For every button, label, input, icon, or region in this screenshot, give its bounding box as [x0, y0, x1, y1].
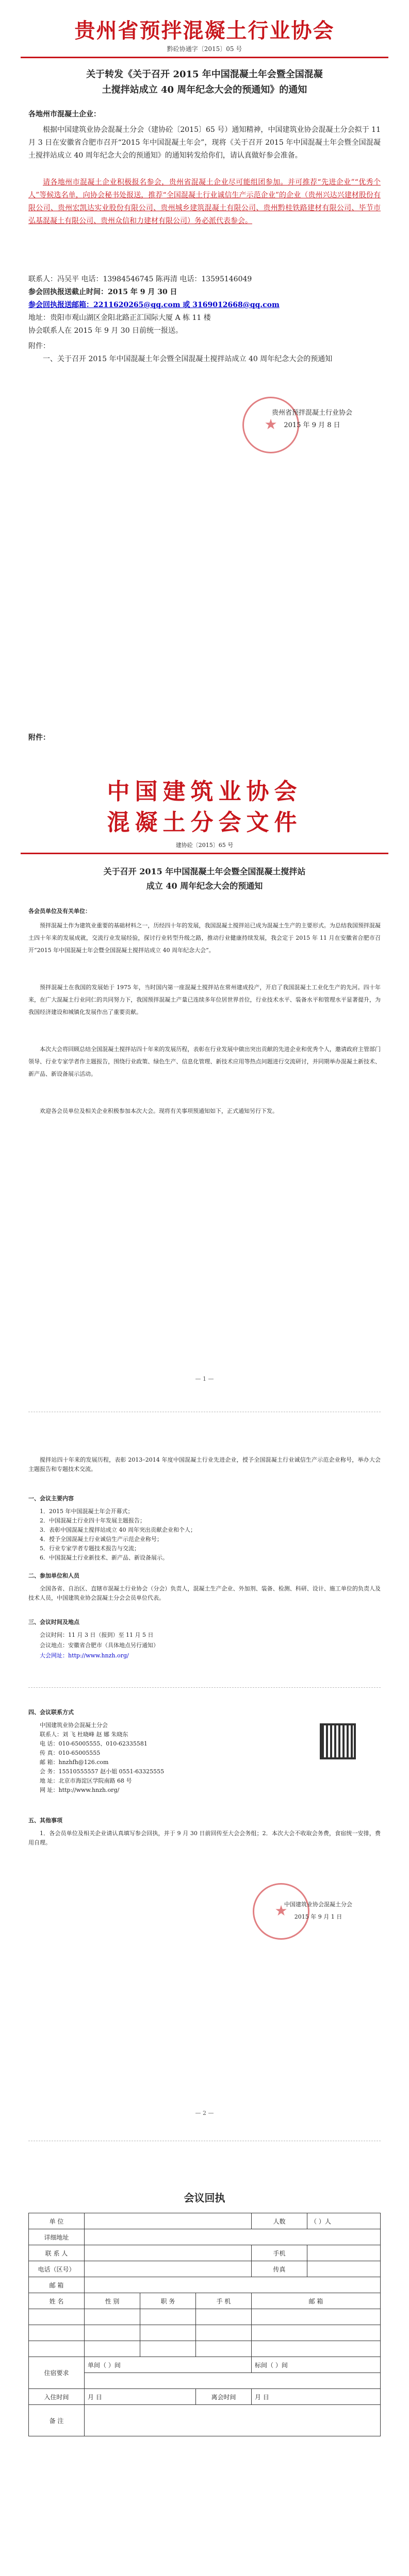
form-row	[29, 2229, 381, 2245]
cell[interactable]	[196, 2341, 252, 2357]
list-item: 4．授予全国混凝土行业诚信生产示范企业称号；	[40, 1536, 162, 1543]
list-item: 传 真：010-65005555	[40, 1750, 101, 1756]
reply-form-title: 会议回执	[184, 2192, 225, 2204]
list-item: 2．中国混凝土行业四十年发展主题报告；	[40, 1517, 145, 1524]
reply-form-page	[0, 2169, 409, 2576]
list-item[interactable]: 网 址：http://www.hnzh.org/	[40, 1787, 120, 1793]
single-room-option[interactable]: 单间（ ）间	[85, 2357, 252, 2373]
form-row	[29, 2261, 381, 2277]
cell[interactable]	[29, 2341, 85, 2357]
list-item: 电 话：010-65005555、010-62335581	[40, 1740, 148, 1747]
cell[interactable]	[85, 2309, 140, 2325]
meeting-website-link[interactable]: 大会网址：http://www.hnzh.org/	[40, 1652, 129, 1659]
col-email: 邮 箱	[252, 2293, 381, 2309]
document-number: 建协砼〔2015〕65 号	[175, 842, 234, 849]
list-item: 联系人：刘 飞 杜晓峰 赵 娜 朱晓东	[40, 1731, 128, 1738]
document-title-line-1: 关于转发《关于召开 2015 年中国混凝土年会暨全国混凝	[86, 69, 323, 80]
section-1-title: 一、会议主要内容	[28, 1495, 74, 1502]
form-row	[29, 2245, 381, 2261]
list-item: 3．表彰中国混凝土搅拌站成立 40 周年突出贡献企业和个人；	[40, 1527, 196, 1533]
org-name-line-1: 中国建筑业协会	[107, 778, 302, 805]
cell[interactable]	[252, 2309, 381, 2325]
continuation-paragraph: 搅拌站四十年来的发展历程，表彰 2013–2014 年度中国混凝土行业先进企业，授予全国混凝土行业诚信生产示范企业称号，举办大会主题报告和专题技术交流。	[28, 1456, 381, 1472]
list-item: 中国建筑业协会混凝土分会	[40, 1722, 108, 1728]
phone-label: 电话（区号）	[29, 2261, 85, 2277]
deadline-line: 参会回执报送截止时间：2015 年 9 月 30 日	[28, 288, 177, 296]
signer-name: 中国建筑业协会混凝土分会	[284, 1901, 352, 1908]
org-name-line-2: 混凝土分会文件	[107, 809, 302, 836]
cell[interactable]	[252, 2325, 381, 2341]
remark-label: 备 注	[29, 2405, 85, 2436]
other-section-title: 五、其他事项	[28, 1817, 62, 1824]
contact-person-field[interactable]	[85, 2245, 252, 2261]
sign-date: 2015 年 9 月 1 日	[294, 1913, 342, 1920]
cell[interactable]	[140, 2325, 196, 2341]
note-line: 协会联系人在 2015 年 9 月 30 日前统一报送。	[28, 327, 183, 335]
double-room-option[interactable]: 标间（ ）间	[252, 2357, 381, 2373]
addressee: 各会员单位及有关单位：	[28, 908, 91, 914]
document-title	[28, 67, 381, 98]
notice-page-1	[0, 0, 409, 726]
remark-field[interactable]	[85, 2405, 381, 2436]
contact-line: 联系人：冯吴平 电话：13984546745 陈再清 电话：13595146049	[28, 275, 252, 283]
cell[interactable]	[29, 2325, 85, 2341]
address-label: 详细地址	[29, 2229, 85, 2245]
dates-row	[29, 2389, 381, 2405]
section-2-text: 全国各省、自治区、直辖市混凝土行业协会（分会）负责人，混凝土生产企业、外加剂、装备、检测、科研、设计、施工单位的负责人及技术人员，中国建筑业协会混凝土分会会员单位代表。	[28, 1585, 381, 1601]
notice-paragraph-2: 请各地州市混凝土企业积极报名参会，贵州省混凝土企业尽可能组团参加。并可推荐“先进企业”“优秀个人”等候选名单，向协会秘书处报送，推荐“全国混凝土行业诚信生产示范企业”的企业（贵州兴达兴建材股份有限公司、贵州宏凯达实业股份有限公司、贵州城乡建筑混凝土有限公司、贵州黔桂铁路建材有限公司、毕节市弘基混凝土有限公司、贵州众信和力建材有限公司）务必派代表参会。	[28, 178, 381, 225]
address-line: 地址：贵阳市观山湖区金阳北路正汇国际大厦 A 栋 11 楼	[28, 314, 211, 322]
list-item: 6．中国混凝土行业新技术、新产品、新设备展示。	[40, 1554, 168, 1561]
cell[interactable]	[196, 2309, 252, 2325]
remark-row	[29, 2405, 381, 2436]
email-label: 邮 箱	[29, 2277, 85, 2293]
document-number: 黔砼协通字〔2015〕05 号	[167, 45, 242, 53]
list-item: 地 址：北京市海淀区学院南路 68 号	[40, 1777, 132, 1784]
email-line[interactable]: 参会回执报送邮箱：2211620265@qq.com 或 3169012668@qq.com	[28, 301, 280, 309]
list-item: 5．行业专家学者专题技术报告与交流；	[40, 1545, 140, 1552]
preliminary-paragraph-3: 本次大会将回顾总结全国混凝土搅拌站四十年来的发展历程，表彰在行业发展中做出突出贡献的先进企业和优秀个人，邀请政府主管部门领导、行业专家学者作主题报告，围绕行业政策、绿色生产、信息化管理、新技术应用等热点问题进行交流研讨，并同期举办混凝土新技术、新产品、新设备展示活动。	[28, 1046, 381, 1077]
notice-page-3	[0, 1445, 409, 2169]
preliminary-title-line-2: 成立 40 周年纪念大会的预通知	[146, 881, 263, 891]
red-divider	[21, 853, 388, 854]
cell[interactable]	[196, 2325, 252, 2341]
fax-label: 传真	[252, 2261, 307, 2277]
attachment-heading: 附件：	[28, 734, 50, 742]
branch-signature-block	[284, 1899, 352, 1923]
email-field[interactable]	[85, 2277, 381, 2293]
attendee-row	[29, 2341, 381, 2357]
hotel-label: 住宿要求	[29, 2357, 85, 2389]
page-separator	[28, 1687, 381, 1688]
association-header-title: 贵州省预拌混凝土行业协会	[74, 19, 335, 43]
addressee: 各地州市混凝土企业：	[28, 110, 101, 118]
other-section-text: 1．各会员单位及相关企业请认真填写参会回执，并于 9 月 30 日前回传至大会会务组；2．本次大会不收取会务费，食宿统一安排，费用自理。	[28, 1830, 381, 1846]
col-mobile: 手 机	[196, 2293, 252, 2309]
reply-form-table	[28, 2213, 381, 2436]
depart-label: 离会时间	[196, 2389, 252, 2405]
unit-field[interactable]	[85, 2213, 252, 2229]
hotel-extra-field[interactable]	[85, 2373, 381, 2389]
mobile-field[interactable]	[307, 2245, 381, 2261]
attendee-header-row	[29, 2293, 381, 2309]
depart-field[interactable]: 月 日	[252, 2389, 381, 2405]
address-field[interactable]	[85, 2229, 381, 2245]
section-1-list	[28, 1507, 381, 1563]
arrive-field[interactable]: 月 日	[85, 2389, 196, 2405]
sign-date: 2015 年 9 月 8 日	[284, 421, 340, 429]
phone-field[interactable]	[85, 2261, 252, 2277]
notice-paragraph-1: 根据中国建筑业协会混凝土分会（建协砼〔2015〕65 号）通知精神，中国建筑业协会混凝土分会拟于 11 月 3 日在安徽省合肥市召开“2015 年中国混凝土年会”，现将《关于召开 2015 年中国混凝土年会暨全国混凝土搅拌站成立 40 周年纪念大会的预通知》的通知转发给你们，请认真做好参会准备。	[28, 126, 381, 160]
preliminary-paragraph-4: 欢迎各会员单位及相关企业积极参加本次大会。现将有关事项预通知如下，正式通知另行下发。	[40, 1108, 278, 1114]
list-item[interactable]: 邮 箱：hnzhfh@126.com	[40, 1759, 109, 1766]
signature-block	[272, 407, 352, 432]
preliminary-notice-title	[28, 865, 381, 893]
page-number: — 2 —	[195, 2110, 214, 2116]
contact-section-title: 四、会议联系方式	[28, 1709, 74, 1716]
hotel-row	[29, 2357, 381, 2373]
cell[interactable]	[85, 2341, 140, 2357]
section-2-title: 二、参加单位和人员	[28, 1572, 79, 1579]
qr-code-icon	[320, 1723, 356, 1759]
cell[interactable]	[140, 2309, 196, 2325]
attendee-row	[29, 2325, 381, 2341]
attendee-row	[29, 2309, 381, 2325]
preliminary-paragraph-2: 预拌混凝土在我国的发展始于 1975 年，当时国内第一座混凝土搅拌站在常州建成投产，开启了我国混凝土工业化生产的先河。四十年来，在广大混凝土行业同仁的共同努力下，我国预拌混凝土产量已连续多年位居世界首位，行业技术水平、装备水平和管理水平显著提升，为我国经济建设和城镇化发展作出了重要贡献。	[28, 984, 381, 1015]
form-row	[29, 2213, 381, 2229]
attachment-label: 附件：	[28, 342, 50, 350]
form-row	[29, 2277, 381, 2293]
cell[interactable]	[140, 2341, 196, 2357]
red-divider	[21, 57, 388, 58]
list-item: 1．2015 年中国混凝土年会开幕式；	[40, 1508, 134, 1515]
cell[interactable]	[252, 2341, 381, 2357]
col-title: 职 务	[140, 2293, 196, 2309]
headcount-field[interactable]: （ ）人	[307, 2213, 381, 2229]
meeting-time: 会议时间：11 月 3 日（报到）至 11 月 5 日	[40, 1632, 154, 1638]
unit-label: 单 位	[29, 2213, 85, 2229]
cell[interactable]	[85, 2325, 140, 2341]
preliminary-title-line-1: 关于召开 2015 年中国混凝土年会暨全国混凝土搅拌站	[103, 867, 306, 876]
headcount-label: 人数	[252, 2213, 307, 2229]
list-item: 会 务：15510555557 赵小姐 0551-63325555	[40, 1768, 165, 1775]
signer-name: 贵州省预拌混凝土行业协会	[271, 409, 352, 417]
preliminary-paragraph-1: 预拌混凝土作为建筑业重要的基础材料之一，历经四十年的发展，我国混凝土搅拌站已成为混凝土生产的主要形式。为总结我国预拌混凝土四十年来的发展成就，交流行业发展经验，探讨行业转型升级之路，推动行业健康持续发展，我会定于 2015 年 11 月在安徽省合肥市召开“2015 年中国混凝土年会暨全国混凝土搅拌站成立 40 周年纪念大会”。	[28, 922, 381, 954]
col-name: 姓 名	[29, 2293, 85, 2309]
fax-field[interactable]	[307, 2261, 381, 2277]
meeting-place: 会议地点：安徽省合肥市（具体地点另行通知）	[40, 1642, 159, 1649]
section-3-title: 三、会议时间及地点	[28, 1619, 79, 1625]
page-number: — 1 —	[195, 1376, 214, 1382]
contact-person-label: 联 系 人	[29, 2245, 85, 2261]
mobile-label: 手机	[252, 2245, 307, 2261]
cell[interactable]	[29, 2309, 85, 2325]
document-title-line-2: 土搅拌站成立 40 周年纪念大会的预通知》的通知	[102, 84, 307, 95]
notice-page-2	[0, 726, 409, 1445]
arrive-label: 入住时间	[29, 2389, 85, 2405]
attachment-item: 一、关于召开 2015 年中国混凝土年会暨全国混凝土搅拌站成立 40 周年纪念大会的预通知	[43, 355, 333, 363]
col-gender: 性 别	[85, 2293, 140, 2309]
